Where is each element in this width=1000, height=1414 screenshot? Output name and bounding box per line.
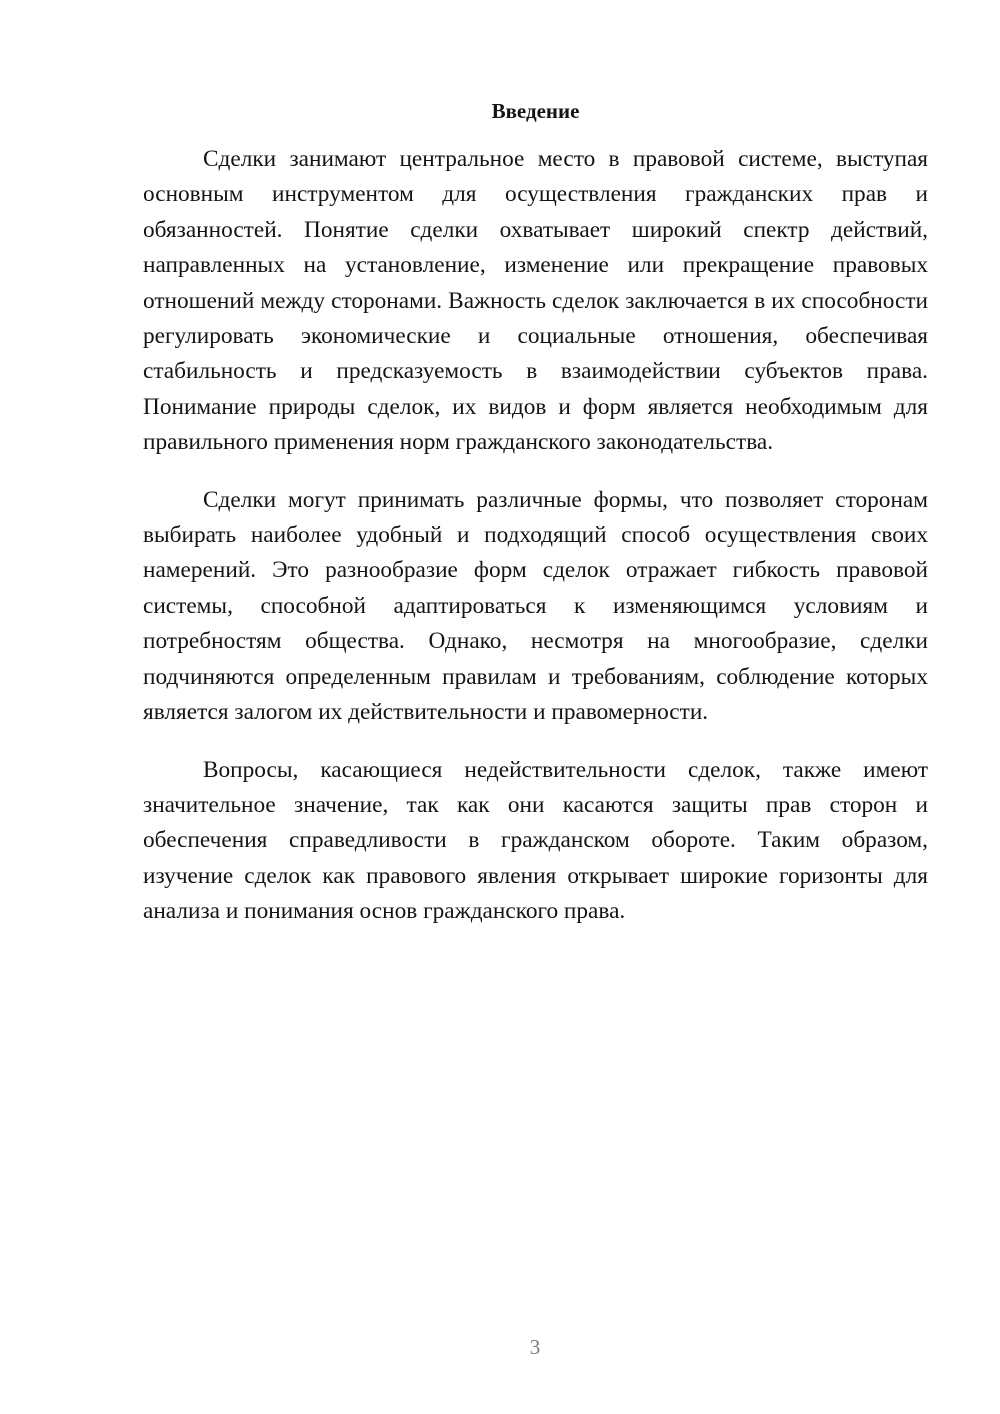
section-title: Введение (491, 99, 580, 123)
page-number: 3 (529, 1335, 541, 1359)
paragraph-3: Вопросы, касающиеся недействительности сделок, также имеют значительное значение, так как они касаются защиты прав сторон и обеспечения справедливости в гражданском обороте. Таким образом, изучение сделок как правового явления открывает широкие горизонты для анализа и понимания основ гражданского права. (143, 756, 928, 925)
paragraph-2: Сделки могут принимать различные формы, что позволяет сторонам выбирать наиболее удобный и подходящий способ осуществления своих намерений. Это разнообразие форм сделок отражает гибкость правовой системы, способной адаптироваться к изменяющимся условиям и потребностям общества. Однако, несмотря на многообразие, сделки подчиняются определенным правилам и требованиям, соблюдение которых является залогом их действительности и правомерности. (143, 486, 928, 726)
body-text (143, 142, 928, 952)
paragraph-1: Сделки занимают центральное место в правовой системе, выступая основным инструментом для осуществления гражданских прав и обязанностей. Понятие сделки охватывает широкий спектр действий, направленных на установление, изменение или прекращение правовых отношений между сторонами. Важность сделок заключается в их способности регулировать экономические и социальные отношения, обеспечивая стабильность и предсказуемость в взаимодействии субъектов права. Понимание природы сделок, их видов и форм является необходимым для правильного применения норм гражданского законодательства. (143, 146, 928, 456)
